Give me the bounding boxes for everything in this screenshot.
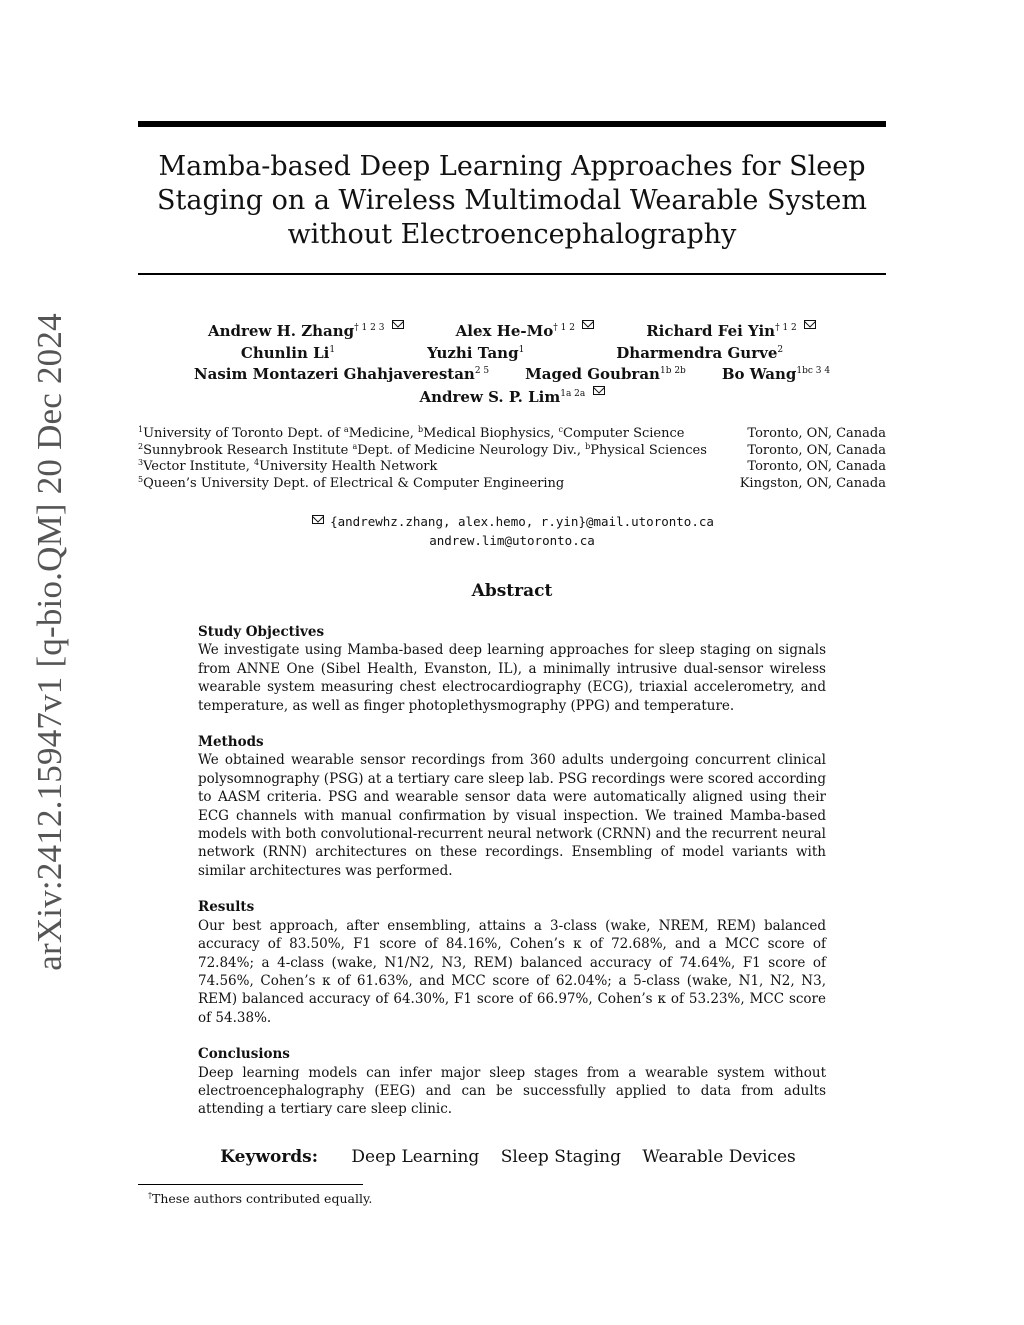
author: Yuzhi Tang$^1$: [427, 343, 525, 362]
paper-title: [138, 150, 886, 252]
section-text: Deep learning models can infer major sleep stages from a wearable system without electroencephalography (EEG) and can be successfully applied to data from adults attending a tertiary care sleep clinic.: [198, 1064, 826, 1118]
section-text: We investigate using Mamba-based deep learning approaches for sleep staging on signals from ANNE One (Sibel Health, Evanston, IL), a minimally intrusive dual-sensor wireless wearable system measuring chest electrocardiography (ECG), triaxial accelerometry, and temperature, as well as finger photoplethysmography (PPG) and temperature.: [198, 642, 826, 714]
affiliations: [138, 426, 886, 492]
author-list: [138, 320, 886, 408]
title-line: Mamba-based Deep Learning Approaches for Sleep: [158, 151, 866, 182]
keyword: Wearable Devices: [642, 1147, 796, 1167]
affiliation-row: $^3$Vector Institute, $^4$University Health Network Toronto, ON, Canada: [138, 458, 886, 474]
abstract-section: [198, 898, 826, 1027]
keywords: [138, 1147, 886, 1167]
affiliation-location: Toronto, ON, Canada: [747, 442, 886, 458]
title-line: Staging on a Wireless Multimodal Wearable System: [157, 185, 867, 216]
title-bottom-rule: [138, 273, 886, 275]
mail-icon: [593, 386, 605, 395]
affiliation-location: Toronto, ON, Canada: [747, 459, 886, 474]
title-line: without Electroencephalography: [287, 219, 737, 250]
section-heading: Methods: [198, 734, 264, 751]
author: Nasim Montazeri Ghahjaverestan$^{2 5}$: [193, 365, 490, 383]
section-text: Our best approach, after ensembling, attains a 3-class (wake, NREM, REM) balanced accuracy of 83.50%, F1 score of 84.16%, Cohen’s κ of 72.68%, and a MCC score of 72.84%; a 4-class (wake, N1/N2, N3, REM) balanced accuracy of 74.64%, F1 score of 74.56%, Cohen’s κ of 61.63%, and MCC score of 62.04%; a 5-class (wake, N1, N2, N3, REM) balanced accuracy of 64.30%, F1 score of 66.97%, Cohen’s κ of 53.23%, MCC score of 54.38%.: [198, 917, 826, 1026]
section-heading: Conclusions: [198, 1046, 290, 1063]
section-heading: Study Objectives: [198, 624, 325, 640]
footnote-rule: [138, 1184, 363, 1185]
mail-icon: [804, 320, 816, 329]
mail-icon: [582, 320, 594, 329]
section-text: We obtained wearable sensor recordings from 360 adults undergoing concurrent clinical polysomnography (PSG) at a tertiary care sleep lab. PSG recordings were scored according to AASM criteria. PSG and wearable sensor data were automatically aligned using their ECG channels with manual confirmation by visual inspection. We trained Mamba-based models with both convolutional-recurrent neural network (CRNN) and the recurrent neural network (RNN) architectures on these recordings. Ensembling of model variants with similar architectures was performed.: [198, 752, 826, 879]
abstract-section: [198, 733, 826, 880]
author: Dharmendra Gurve$^2$: [616, 343, 784, 362]
keywords-label: Keywords:: [220, 1147, 319, 1167]
affiliation-row: $^1$University of Toronto Dept. of $^a$Medicine, $^b$Medical Biophysics, $^c$Computer Science Toronto, ON, Canada: [138, 425, 886, 441]
abstract-section: [198, 1045, 826, 1119]
keyword: Deep Learning: [351, 1147, 480, 1167]
affiliation-row: $^5$Queen’s University Dept. of Electrical & Computer Engineering Kingston, ON, Canada: [138, 474, 886, 491]
email-address[interactable]: andrew.lim@utoronto.ca: [429, 533, 595, 548]
abstract-heading: Abstract: [471, 581, 553, 601]
affiliation-row: $^2$Sunnybrook Research Institute $^a$Dept. of Medicine Neurology Div., $^b$Physical Sciences Toronto, ON, Canada: [138, 441, 886, 458]
author: Richard Fei Yin$^{\dagger 1 2}$: [646, 320, 816, 343]
email-address[interactable]: {andrewhz.zhang, alex.hemo, r.yin}@mail.utoronto.ca: [330, 514, 714, 529]
author: Maged Goubran$^{1b 2b}$: [525, 365, 686, 383]
abstract-body: [198, 623, 826, 1137]
mail-icon: [392, 320, 404, 329]
author: Alex $He-Mo^{\dagger 1 2}$: [456, 320, 595, 343]
affiliation-location: Kingston, ON, Canada: [739, 475, 886, 491]
arxiv-identifier: arXiv:2412.15947v1 [q-bio.QM] 20 Dec 2024: [30, 313, 69, 971]
affiliation-location: Toronto, ON, Canada: [747, 426, 886, 441]
keyword: Sleep Staging: [500, 1147, 621, 1167]
title-top-rule: [138, 121, 886, 127]
section-heading: Results: [198, 899, 255, 916]
contact-emails: [138, 512, 886, 550]
mail-icon: [312, 515, 324, 524]
author: Chunlin Li$^1$: [240, 343, 336, 362]
footnote: †These authors contributed equally.: [148, 1191, 373, 1206]
abstract-section: [198, 623, 826, 715]
author: Andrew S. P. Lim$^{1a 2a}$: [420, 386, 605, 409]
author: Bo Wang$^{1bc 3 4}$: [721, 365, 831, 383]
author: Andrew H. Zhang$^{\dagger 1 2 3}$: [208, 320, 404, 343]
